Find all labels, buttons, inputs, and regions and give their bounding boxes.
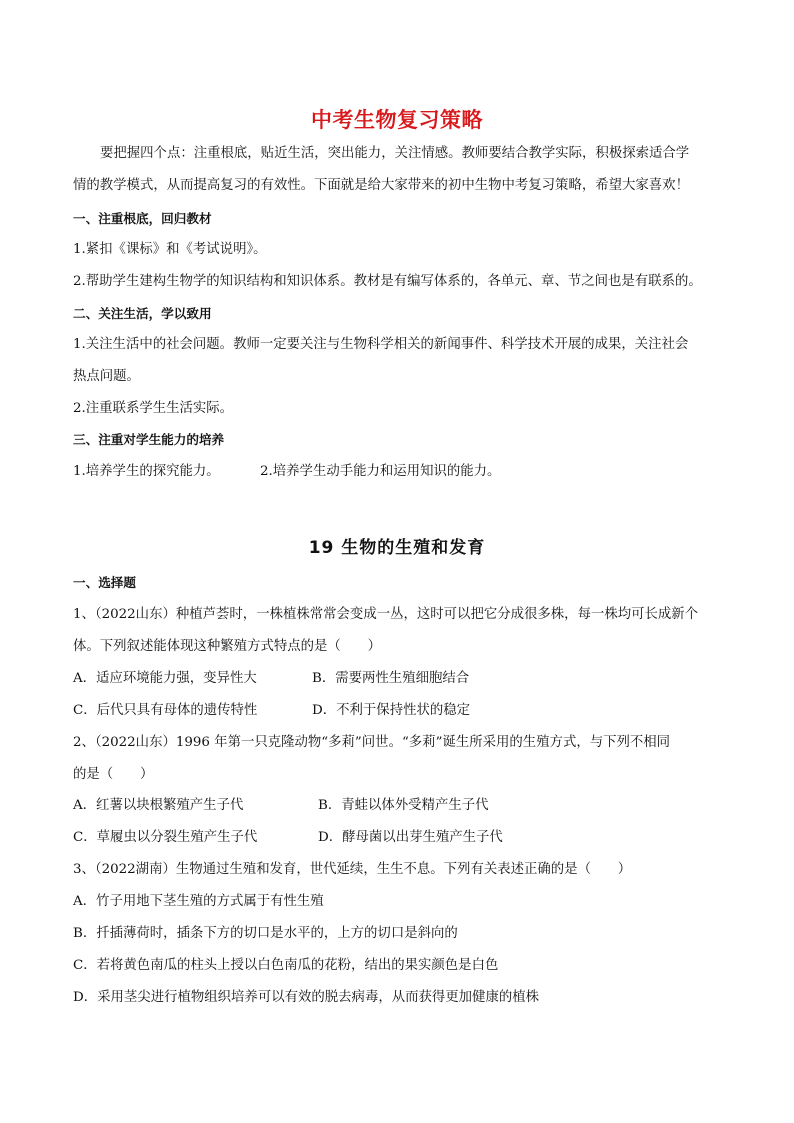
q2-option-d: D．酵母菌以出芽生殖产生子代 (318, 830, 503, 845)
section3-heading: 三、注重对学生能力的培养 (73, 432, 225, 447)
section1-item1: 1.紧扣《课标》和《考试说明》。 (73, 242, 267, 257)
q1-option-c: C．后代只具有母体的遗传特性 (73, 703, 258, 718)
q3-option-a: A．竹子用地下茎生殖的方式属于有性生殖 (73, 894, 324, 909)
section2-item1-line1: 1.关注生活中的社会问题。教师一定要关注与生物科学相关的新闻事件、科学技术开展的成果，关注社会 (73, 337, 689, 352)
q3-option-b: B．扦插薄荷时，插条下方的切口是水平的，上方的切口是斜向的 (73, 926, 458, 941)
q2-option-b: B．青蛙以体外受精产生子代 (318, 798, 489, 813)
section3-item2: 2.培养学生动手能力和运用知识的能力。 (260, 464, 501, 479)
section1-item2: 2.帮助学生建构生物学的知识结构和知识体系。教材是有编写体系的，各单元、章、节之间也是有联系的。 (73, 274, 702, 289)
intro-line-1: 要把握四个点：注重根底，贴近生活，突出能力，关注情感。教师要结合教学实际，积极探索适合学 (100, 146, 690, 161)
q3-line1: 3、（2022湖南）生物通过生殖和发育，世代延续，生生不息。下列有关表述正确的是（ ） (73, 862, 632, 877)
q2-option-a: A．红薯以块根繁殖产生子代 (73, 798, 244, 813)
q1-line1: 1、（2022山东）种植芦荟时，一株植株常常会变成一丛，这时可以把它分成很多株，每一株均可长成新个 (73, 607, 699, 622)
section1-heading: 一、注重根底，回归教材 (73, 211, 212, 226)
q2-option-c: C．草履虫以分裂生殖产生子代 (73, 830, 258, 845)
q1-option-a: A．适应环境能力强，变异性大 (73, 671, 257, 686)
q1-option-d: D．不利于保持性状的稳定 (312, 703, 471, 718)
section2-item1-line2: 热点问题。 (73, 369, 140, 384)
q2-line1: 2、（2022山东）1996 年第一只克隆动物“多莉”问世。“多莉”诞生所采用的生殖方式，与下列不相同 (73, 735, 671, 750)
section3-item1: 1.培养学生的探究能力。 (73, 464, 220, 479)
intro-line-2: 情的教学模式，从而提高复习的有效性。下面就是给大家带来的初中生物中考复习策略，希望大家喜欢！ (73, 178, 689, 193)
q1-option-b: B．需要两性生殖细胞结合 (312, 671, 470, 686)
chapter-title: 19 生物的生殖和发育 (308, 538, 486, 558)
section2-heading: 二、关注生活，学以致用 (73, 306, 212, 321)
choice-section-heading: 一、选择题 (73, 575, 136, 590)
q3-option-d: D．采用茎尖进行植物组织培养可以有效的脱去病毒，从而获得更加健康的植株 (73, 990, 540, 1005)
section2-item2: 2.注重联系学生生活实际。 (73, 401, 234, 416)
q2-line2: 的是（ ） (73, 767, 154, 782)
strategy-title: 中考生物复习策略 (311, 108, 483, 132)
q3-option-c: C．若将黄色南瓜的柱头上授以白色南瓜的花粉，结出的果实颜色是白色 (73, 958, 499, 973)
q1-line2: 体。下列叙述能体现这种繁殖方式特点的是（ ） (73, 639, 381, 654)
